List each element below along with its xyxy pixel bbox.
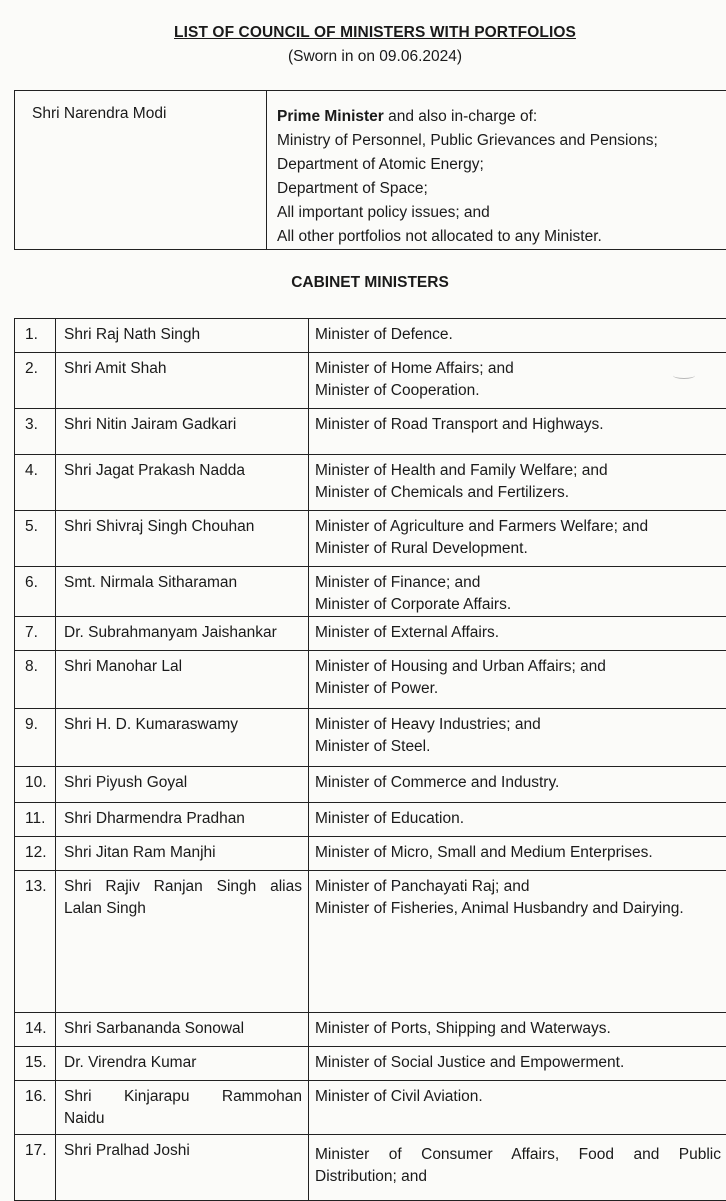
portfolio-line: Minister of Education. xyxy=(315,808,726,830)
portfolio-line: Minister of Road Transport and Highways. xyxy=(315,414,726,436)
scan-mark xyxy=(673,372,695,379)
row-number: 13. xyxy=(15,871,56,1013)
row-number: 8. xyxy=(15,651,56,709)
minister-portfolio xyxy=(309,651,726,709)
table-row xyxy=(15,709,726,767)
minister-name xyxy=(56,1047,309,1081)
portfolio-line: Minister of Corporate Affairs. xyxy=(315,594,726,616)
minister-name xyxy=(56,353,309,409)
minister-name xyxy=(56,709,309,767)
minister-portfolio xyxy=(309,767,726,803)
row-number: 16. xyxy=(15,1081,56,1135)
minister-name xyxy=(56,1013,309,1047)
minister-name-line: Smt. Nirmala Sitharaman xyxy=(64,572,302,594)
pm-portfolio-item: Department of Space; xyxy=(277,177,658,201)
pm-portfolio xyxy=(277,105,658,249)
minister-portfolio xyxy=(309,1013,726,1047)
minister-portfolio xyxy=(309,567,726,617)
portfolio-line: Minister of Defence. xyxy=(315,324,726,346)
portfolio-line: Minister of Home Affairs; and xyxy=(315,358,726,380)
minister-name-line: Dr. Subrahmanyam Jaishankar xyxy=(64,622,302,644)
minister-name-line: Shri Jitan Ram Manjhi xyxy=(64,842,302,864)
minister-name xyxy=(56,409,309,455)
table-row xyxy=(15,651,726,709)
row-number: 5. xyxy=(15,511,56,567)
minister-name xyxy=(56,767,309,803)
portfolio-line: Minister of Micro, Small and Medium Enterprises. xyxy=(315,842,726,864)
table-row xyxy=(15,1047,726,1081)
table-row xyxy=(15,319,726,353)
row-number: 3. xyxy=(15,409,56,455)
pm-title: Prime Minister xyxy=(277,108,384,125)
minister-portfolio xyxy=(309,709,726,767)
minister-name xyxy=(56,1081,309,1135)
section-heading: CABINET MINISTERS xyxy=(0,274,726,292)
minister-portfolio xyxy=(309,353,726,409)
table-row xyxy=(15,767,726,803)
row-number: 6. xyxy=(15,567,56,617)
table-row xyxy=(15,871,726,1013)
portfolio-line: Minister of Commerce and Industry. xyxy=(315,772,726,794)
minister-name-line: Shri Nitin Jairam Gadkari xyxy=(64,414,302,436)
minister-name xyxy=(56,651,309,709)
minister-name-line: Shri Shivraj Singh Chouhan xyxy=(64,516,302,538)
portfolio-line: Minister of Finance; and xyxy=(315,572,726,594)
minister-portfolio xyxy=(309,319,726,353)
row-number: 7. xyxy=(15,617,56,651)
table-row xyxy=(15,1081,726,1135)
pm-portfolio-item: All important policy issues; and xyxy=(277,201,658,225)
minister-name xyxy=(56,567,309,617)
portfolio-line: Minister of Civil Aviation. xyxy=(315,1086,726,1108)
minister-name-line: Shri Kinjarapu Rammohan xyxy=(64,1086,302,1108)
minister-name-line: Shri Raj Nath Singh xyxy=(64,324,302,346)
pm-portfolio-item: Department of Atomic Energy; xyxy=(277,153,658,177)
table-row xyxy=(15,1135,726,1201)
minister-portfolio xyxy=(309,455,726,511)
pm-name: Shri Narendra Modi xyxy=(32,105,166,123)
portfolio-line: Minister of Fisheries, Animal Husbandry and Dairying. xyxy=(315,898,726,920)
portfolio-line: Minister of Power. xyxy=(315,678,726,700)
minister-name xyxy=(56,511,309,567)
portfolio-line: Minister of Ports, Shipping and Waterways. xyxy=(315,1018,726,1040)
portfolio-line: Minister of Agriculture and Farmers Welfare; and xyxy=(315,516,726,538)
minister-name-line: Shri Amit Shah xyxy=(64,358,302,380)
portfolio-line: Minister of External Affairs. xyxy=(315,622,726,644)
portfolio-line: Minister of Housing and Urban Affairs; and xyxy=(315,656,726,678)
minister-portfolio xyxy=(309,803,726,837)
row-number: 10. xyxy=(15,767,56,803)
portfolio-line: Minister of Rural Development. xyxy=(315,538,726,560)
minister-portfolio xyxy=(309,1047,726,1081)
portfolio-line: Minister of Consumer Affairs, Food and Public xyxy=(315,1144,721,1166)
table-row xyxy=(15,511,726,567)
portfolio-line: Minister of Steel. xyxy=(315,736,726,758)
row-number: 4. xyxy=(15,455,56,511)
minister-name xyxy=(56,837,309,871)
portfolio-line: Minister of Panchayati Raj; and xyxy=(315,876,726,898)
minister-name-line: Shri Piyush Goyal xyxy=(64,772,302,794)
row-number: 12. xyxy=(15,837,56,871)
portfolio-line: Minister of Heavy Industries; and xyxy=(315,714,726,736)
row-number: 1. xyxy=(15,319,56,353)
minister-name-line: Shri H. D. Kumaraswamy xyxy=(64,714,302,736)
portfolio-line: Minister of Cooperation. xyxy=(315,380,726,402)
table-row xyxy=(15,567,726,617)
portfolio-line: Distribution; and xyxy=(315,1166,726,1188)
table-row xyxy=(15,353,726,409)
minister-name xyxy=(56,871,309,1013)
row-number: 14. xyxy=(15,1013,56,1047)
minister-name xyxy=(56,319,309,353)
cabinet-ministers-table xyxy=(14,318,726,1201)
pm-title-line xyxy=(277,105,658,129)
table-row xyxy=(15,837,726,871)
row-number: 17. xyxy=(15,1135,56,1201)
pm-portfolio-item: Ministry of Personnel, Public Grievances and Pensions; xyxy=(277,129,658,153)
table-row xyxy=(15,409,726,455)
pm-portfolio-item: All other portfolios not allocated to any Minister. xyxy=(277,225,658,249)
minister-name xyxy=(56,455,309,511)
minister-name-line: Naidu xyxy=(64,1108,302,1130)
minister-name xyxy=(56,617,309,651)
minister-name xyxy=(56,803,309,837)
table-row xyxy=(15,455,726,511)
minister-name-line: Shri Rajiv Ranjan Singh alias xyxy=(64,876,302,898)
minister-portfolio xyxy=(309,409,726,455)
page-subtitle: (Sworn in on 09.06.2024) xyxy=(0,48,726,66)
row-number: 15. xyxy=(15,1047,56,1081)
minister-portfolio xyxy=(309,1135,726,1201)
portfolio-line: Minister of Health and Family Welfare; and xyxy=(315,460,726,482)
minister-portfolio xyxy=(309,511,726,567)
minister-portfolio xyxy=(309,837,726,871)
minister-portfolio xyxy=(309,617,726,651)
minister-portfolio xyxy=(309,871,726,1013)
page-title: LIST OF COUNCIL OF MINISTERS WITH PORTFOLIOS xyxy=(0,24,726,42)
row-number: 11. xyxy=(15,803,56,837)
minister-name-line: Shri Jagat Prakash Nadda xyxy=(64,460,302,482)
minister-name-line: Shri Dharmendra Pradhan xyxy=(64,808,302,830)
table-row xyxy=(15,617,726,651)
minister-name-line: Lalan Singh xyxy=(64,898,302,920)
minister-name-line: Shri Manohar Lal xyxy=(64,656,302,678)
row-number: 9. xyxy=(15,709,56,767)
pm-title-suffix: and also in-charge of: xyxy=(384,108,537,125)
minister-name-line: Shri Sarbananda Sonowal xyxy=(64,1018,302,1040)
minister-name-line: Dr. Virendra Kumar xyxy=(64,1052,302,1074)
portfolio-line: Minister of Social Justice and Empowerment. xyxy=(315,1052,726,1074)
minister-portfolio xyxy=(309,1081,726,1135)
row-number: 2. xyxy=(15,353,56,409)
minister-name-line: Shri Pralhad Joshi xyxy=(64,1140,302,1162)
table-row xyxy=(15,1013,726,1047)
table-row xyxy=(15,803,726,837)
prime-minister-box xyxy=(14,90,726,250)
pm-column-divider xyxy=(266,91,267,249)
minister-name xyxy=(56,1135,309,1201)
portfolio-line: Minister of Chemicals and Fertilizers. xyxy=(315,482,726,504)
